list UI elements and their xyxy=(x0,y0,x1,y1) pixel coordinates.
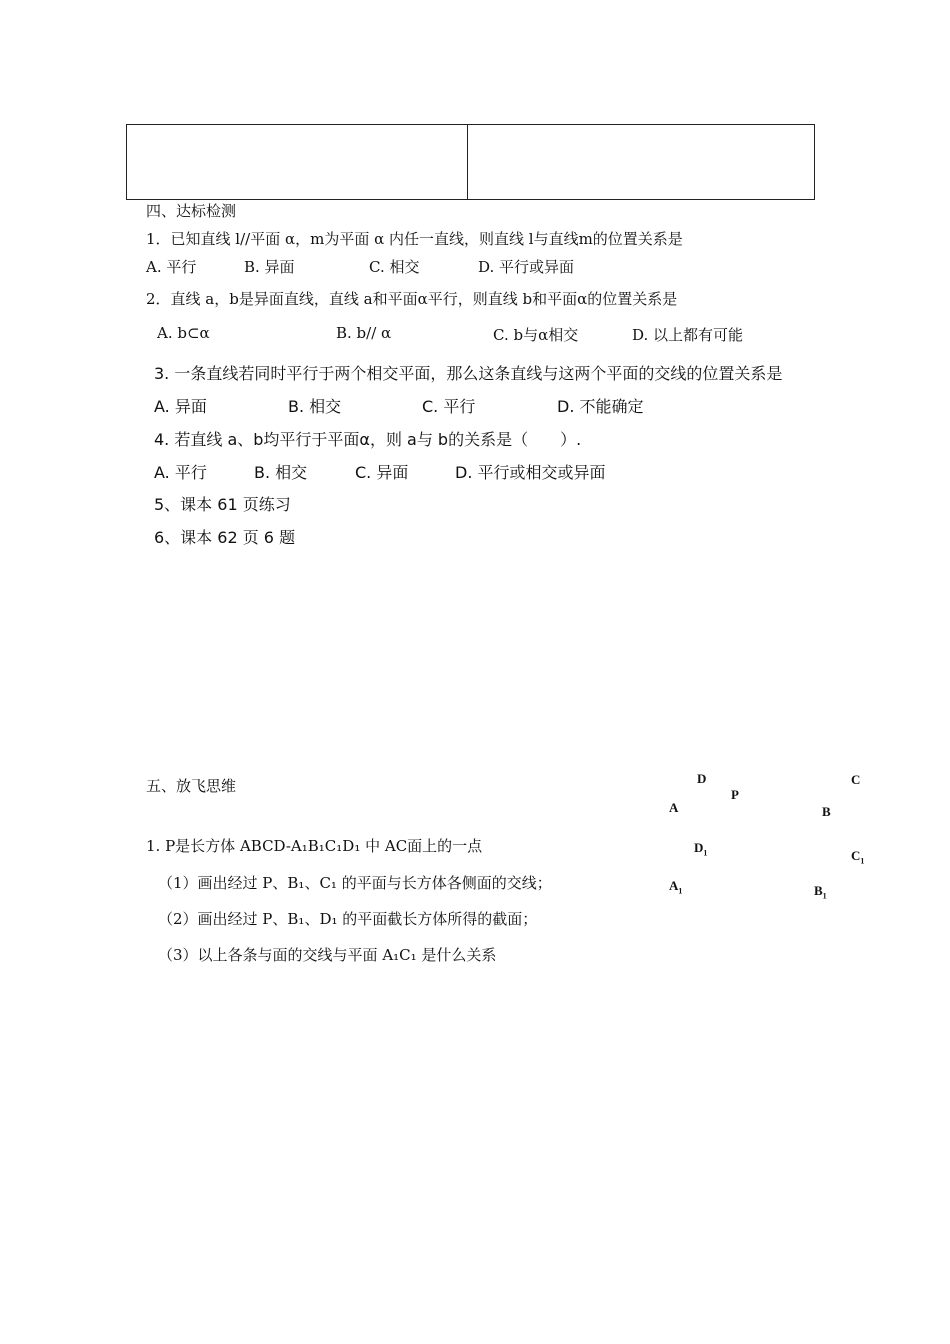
q4-stem: 4. 若直线 a、b均平行于平面α，则 a与 b的关系是（ ）. xyxy=(154,430,582,449)
problem-part-3: （3）以上各条与面的交线与平面 A₁C₁ 是什么关系 xyxy=(158,946,497,964)
vertex-label-c: C xyxy=(851,772,861,787)
q6-text: 6、课本 62 页 6 题 xyxy=(154,528,296,547)
q2-option-d: D. 以上都有可能 xyxy=(632,326,744,344)
empty-table xyxy=(126,124,815,200)
q2-option-b: B. b// α xyxy=(336,324,392,342)
q1-option-d: D. 平行或异面 xyxy=(478,258,575,276)
vertex-label-d: D xyxy=(697,771,707,786)
q4-option-d: D. 平行或相交或异面 xyxy=(455,463,606,482)
q1-stem: 1．已知直线 l//平面 α，m为平面 α 内任一直线，则直线 l与直线m的位置关系是 xyxy=(146,230,683,248)
problem-part-2: （2）画出经过 P、B₁、D₁ 的平面截长方体所得的截面； xyxy=(158,910,538,928)
vertex-label-a1: $A_1$ xyxy=(669,878,683,896)
q4-option-a: A. 平行 xyxy=(154,463,207,482)
vertex-label-b1: $B_1$ xyxy=(814,883,827,901)
q2-option-a: A. b⊂α xyxy=(157,324,210,342)
q3-option-c: C. 平行 xyxy=(422,397,476,416)
q2-stem: 2．直线 a，b是异面直线，直线 a和平面α平行，则直线 b和平面α的位置关系是 xyxy=(146,290,678,308)
q3-option-b: B. 相交 xyxy=(288,397,342,416)
vertex-label-b: B xyxy=(822,804,831,819)
q2-option-c: C. b与α相交 xyxy=(493,326,579,344)
section4-heading: 四、达标检测 xyxy=(146,202,237,220)
vertex-label-p: P xyxy=(731,787,739,802)
problem-part-1: （1）画出经过 P、B₁、C₁ 的平面与长方体各侧面的交线； xyxy=(158,874,552,892)
q3-option-a: A. 异面 xyxy=(154,397,207,416)
q1-option-a: A. 平行 xyxy=(146,258,197,276)
q4-option-b: B. 相交 xyxy=(254,463,308,482)
section5-heading: 五、放飞思维 xyxy=(146,777,237,795)
q1-option-c: C. 相交 xyxy=(369,258,420,276)
q3-stem: 3. 一条直线若同时平行于两个相交平面，那么这条直线与这两个平面的交线的位置关系是 xyxy=(154,364,783,383)
q3-option-d: D. 不能确定 xyxy=(557,397,644,416)
vertex-label-a: A xyxy=(669,800,679,815)
problem-statement: 1. P是长方体 ABCD-A₁B₁C₁D₁ 中 AC面上的一点 xyxy=(146,837,483,855)
q5-text: 5、课本 61 页练习 xyxy=(154,495,291,514)
vertex-label-c1: $C_1$ xyxy=(851,848,865,866)
q4-option-c: C. 异面 xyxy=(355,463,409,482)
vertex-label-d1: $D_1$ xyxy=(694,840,708,858)
q1-option-b: B. 异面 xyxy=(244,258,295,276)
table-column-divider xyxy=(467,125,468,199)
